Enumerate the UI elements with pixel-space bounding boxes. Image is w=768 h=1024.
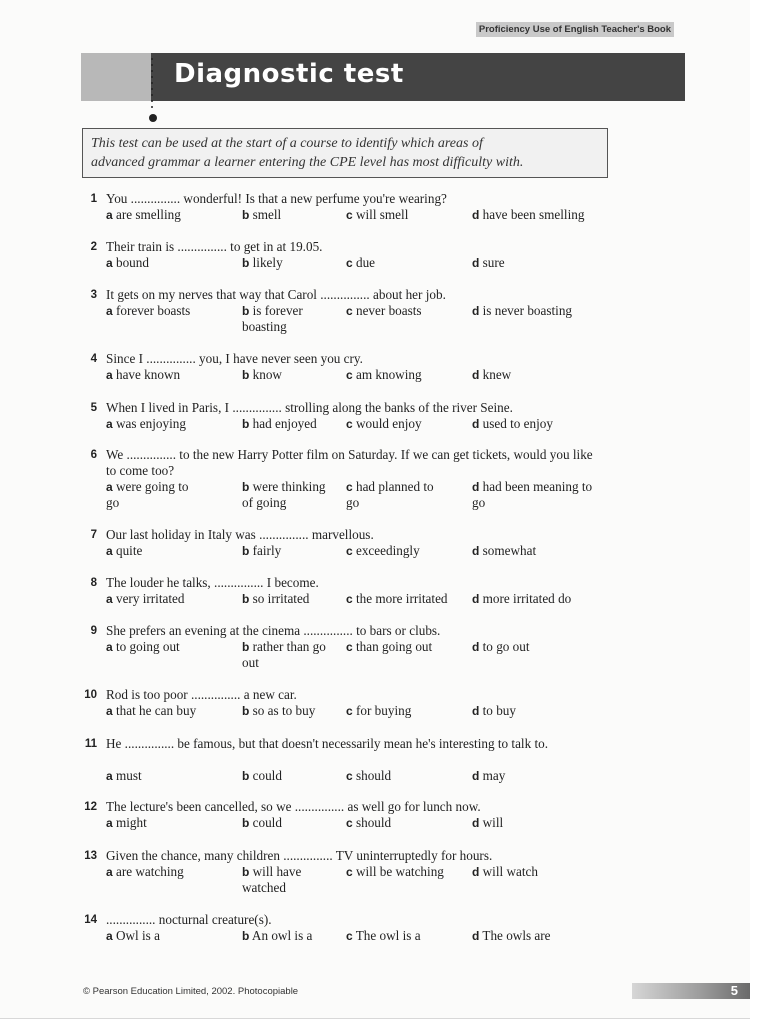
option-d: d knew <box>472 367 512 382</box>
option-a: a have known <box>106 367 181 382</box>
question-stem: You ............... wonderful! Is that a new perfume you're wearing? <box>106 191 447 206</box>
option-b: b will have watched <box>242 864 302 895</box>
question-number: 1 <box>90 193 97 205</box>
option-d: d to buy <box>472 703 516 718</box>
option-d: d may <box>472 768 506 783</box>
option-c: c The owl is a <box>346 928 421 943</box>
question-number: 13 <box>84 850 97 862</box>
page-number: 5 <box>730 983 738 998</box>
page-number-bar <box>632 983 750 999</box>
option-c: c exceedingly <box>346 543 420 558</box>
copyright-footer: © Pearson Education Limited, 2002. Photocopiable <box>83 986 299 997</box>
question-number: 9 <box>90 625 97 637</box>
bullet-dot <box>149 114 157 122</box>
question-stem: The lecture's been cancelled, so we ............... as well go for lunch now. <box>106 799 481 814</box>
option-a: a quite <box>106 543 143 558</box>
option-b: b fairly <box>242 543 282 558</box>
running-head: Proficiency Use of English Teacher's Book <box>476 22 674 37</box>
title-band-shade <box>81 53 151 101</box>
question-number: 7 <box>90 529 97 541</box>
intro-box <box>82 128 608 178</box>
question-number: 8 <box>90 577 97 589</box>
intro-line-1: This test can be used at the start of a course to identify which areas of <box>91 136 483 151</box>
option-c: c the more irritated <box>346 591 448 606</box>
option-a: a were going to go <box>106 479 189 510</box>
option-d: d to go out <box>472 639 530 654</box>
option-a: a are watching <box>106 864 184 879</box>
option-c: c am knowing <box>346 367 422 382</box>
question-stem: Their train is ............... to get in at 19.05. <box>106 239 323 254</box>
option-d: d The owls are <box>472 928 551 943</box>
option-c: c will smell <box>346 207 409 222</box>
option-b: b so irritated <box>242 591 310 606</box>
option-c: c will be watching <box>346 864 444 879</box>
option-d: d used to enjoy <box>472 416 553 431</box>
question-number: 6 <box>90 449 97 461</box>
option-b: b know <box>242 367 282 382</box>
option-b: b An owl is a <box>242 928 313 943</box>
question-stem: ............... nocturnal creature(s). <box>106 912 272 927</box>
option-c: c for buying <box>346 703 412 718</box>
option-b: b smell <box>242 207 282 222</box>
option-a: a that he can buy <box>106 703 197 718</box>
question-stem: Our last holiday in Italy was ............... marvellous. <box>106 527 374 542</box>
option-a: a very irritated <box>106 591 185 606</box>
option-a: a bound <box>106 255 149 270</box>
option-a: a are smelling <box>106 207 181 222</box>
option-a: a Owl is a <box>106 928 160 943</box>
question-number: 12 <box>84 801 97 813</box>
option-c: c never boasts <box>346 303 422 318</box>
question-stem: The louder he talks, ............... I become. <box>106 575 319 590</box>
option-c: c had planned to go <box>346 479 434 510</box>
scan-margin <box>750 0 768 1024</box>
option-c: c due <box>346 255 376 270</box>
question-stem: He ............... be famous, but that doesn't necessarily mean he's interesting to talk to. <box>106 736 549 751</box>
option-a: a forever boasts <box>106 303 191 318</box>
option-d: d will <box>472 815 504 830</box>
option-a: a might <box>106 815 147 830</box>
question-stem: She prefers an evening at the cinema ............... to bars or clubs. <box>106 623 441 638</box>
option-c: c should <box>346 768 392 783</box>
question-number: 4 <box>90 353 97 365</box>
question-number: 3 <box>90 289 97 301</box>
question-number: 5 <box>90 402 97 414</box>
question-stem: When I lived in Paris, I ............... strolling along the banks of the river Seine. <box>106 400 513 415</box>
option-a: a must <box>106 768 142 783</box>
intro-line-2: advanced grammar a learner entering the CPE level has most difficulty with. <box>91 155 524 170</box>
option-c: c would enjoy <box>346 416 422 431</box>
dotted-connector <box>150 56 156 122</box>
option-a: a to going out <box>106 639 180 654</box>
question-number: 2 <box>90 241 97 253</box>
option-d: d have been smelling <box>472 207 585 222</box>
page-title: Diagnostic test <box>174 59 404 89</box>
title-band <box>81 53 685 101</box>
option-b: b so as to buy <box>242 703 316 718</box>
option-c: c should <box>346 815 392 830</box>
option-d: d is never boasting <box>472 303 573 318</box>
question-stem: We ............... to the new Harry Potter film on Saturday. If we can get tickets, would you like to come too? <box>106 447 593 478</box>
option-b: b rather than go out <box>242 639 326 670</box>
option-d: d had been meaning to go <box>472 479 593 510</box>
option-d: d more irritated do <box>472 591 572 606</box>
option-d: d will watch <box>472 864 538 879</box>
question-stem: Rod is too poor ............... a new car. <box>106 687 297 702</box>
option-d: d sure <box>472 255 505 270</box>
option-c: c than going out <box>346 639 433 654</box>
question-number: 11 <box>84 738 97 750</box>
option-b: b likely <box>242 255 283 270</box>
option-b: b could <box>242 815 282 830</box>
question-number: 14 <box>84 914 97 926</box>
option-b: b could <box>242 768 282 783</box>
question-stem: Given the chance, many children ............... TV uninterruptedly for hours. <box>106 848 493 863</box>
option-b: b were thinking of going <box>242 479 326 510</box>
question-stem: Since I ............... you, I have never seen you cry. <box>106 351 363 366</box>
question-number: 10 <box>84 689 97 701</box>
question-stem: It gets on my nerves that way that Carol ............... about her job. <box>106 287 446 302</box>
option-b: b is forever boasting <box>242 303 303 334</box>
option-d: d somewhat <box>472 543 537 558</box>
option-b: b had enjoyed <box>242 416 317 431</box>
option-a: a was enjoying <box>106 416 186 431</box>
